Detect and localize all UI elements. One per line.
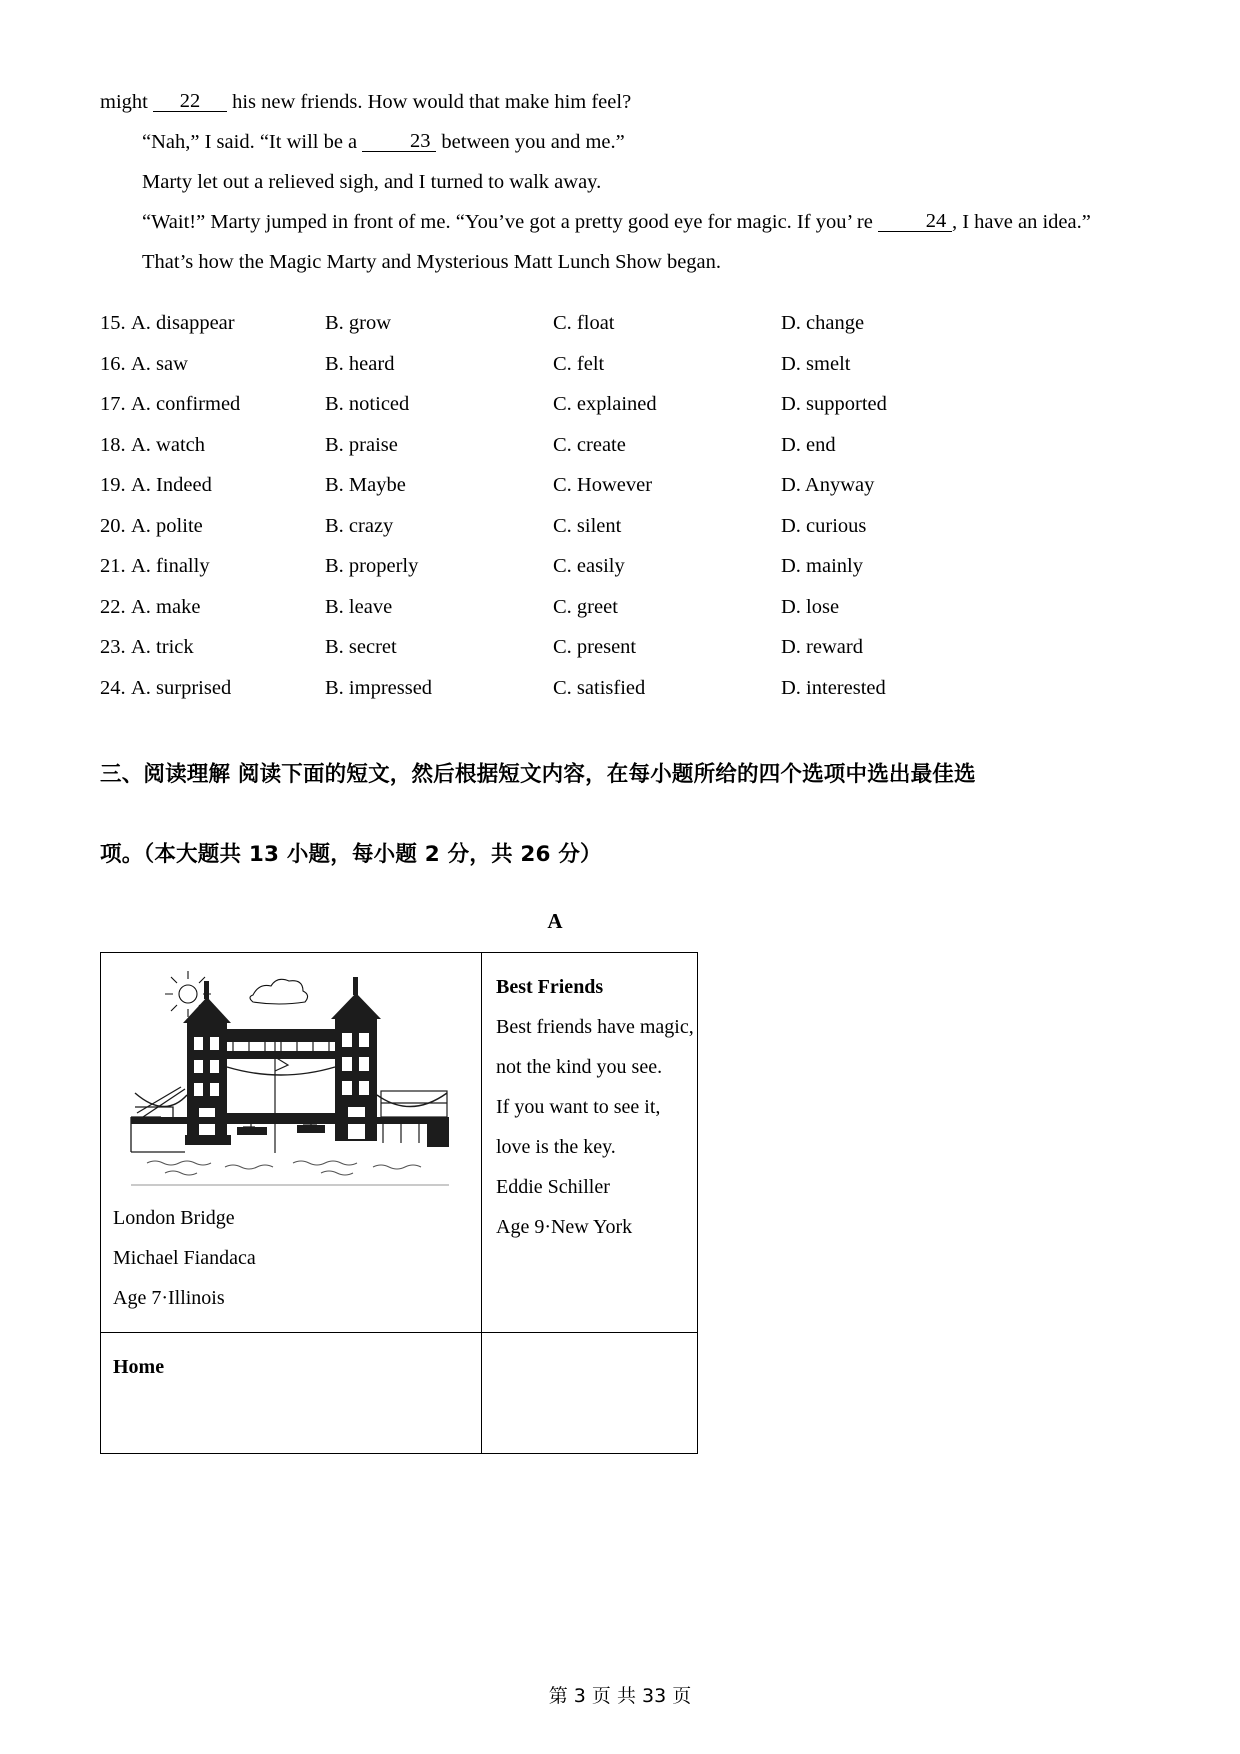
- cloze-blank-24[interactable]: 24: [878, 211, 952, 232]
- right-card-poem: [496, 1007, 694, 1167]
- left-card-author: Michael Fiandaca: [113, 1247, 256, 1269]
- left-card-caption: [113, 1192, 469, 1318]
- section-heading-line2: 项。（本大题共 13 小题，每小题 2 分，共 26 分）: [100, 842, 602, 867]
- option-b[interactable]: B. properly: [325, 555, 419, 577]
- right-poem-cell: [482, 953, 698, 1333]
- right-card-age-place: Age 9·New York: [496, 1216, 633, 1238]
- option-a[interactable]: A. confirmed: [131, 393, 241, 415]
- passage-label-a: A: [547, 909, 563, 933]
- option-d[interactable]: D. supported: [781, 393, 887, 415]
- question-number: 21.: [100, 555, 126, 577]
- option-d[interactable]: D. smelt: [781, 352, 851, 375]
- left-card-title: London Bridge: [113, 1207, 235, 1229]
- option-c[interactable]: C. However: [553, 474, 653, 496]
- page-number-text: 第 3 页 共 33 页: [548, 1685, 692, 1707]
- cloze-blank-23[interactable]: 23: [362, 131, 436, 152]
- poem-line: not the kind you see.: [496, 1056, 663, 1078]
- option-c[interactable]: C. float: [553, 312, 615, 334]
- question-row: [100, 506, 1110, 547]
- question-row: [100, 546, 1110, 587]
- poem-card-table: [100, 952, 698, 1454]
- question-row: [100, 465, 1110, 506]
- option-a[interactable]: A. saw: [131, 352, 188, 375]
- question-row: [100, 344, 1110, 385]
- option-a[interactable]: A. polite: [131, 514, 203, 537]
- home-label: Home: [113, 1356, 165, 1378]
- option-b[interactable]: B. praise: [325, 433, 398, 456]
- question-row: [100, 425, 1110, 466]
- question-number: 19.: [100, 474, 126, 496]
- left-artwork-cell: [101, 953, 482, 1333]
- poem-line: love is the key.: [496, 1136, 616, 1158]
- question-row: [100, 384, 1110, 425]
- question-number: 17.: [100, 393, 126, 415]
- option-b[interactable]: B. heard: [325, 352, 395, 375]
- empty-cell: [482, 1333, 698, 1454]
- option-d[interactable]: D. end: [781, 433, 836, 456]
- page-content: [100, 82, 1110, 1454]
- option-a[interactable]: A. surprised: [131, 676, 232, 699]
- question-row: [100, 303, 1110, 344]
- option-a[interactable]: A. make: [131, 595, 201, 618]
- question-number: 16.: [100, 352, 126, 375]
- cloze-paragraph: “Wait!” Marty jumped in front of me. “You’ve got a pretty good eye for magic. If you’ re 24 , I have an idea.”: [142, 210, 1091, 233]
- option-a[interactable]: A. finally: [131, 555, 210, 577]
- cloze-paragraph: “Nah,” I said. “It will be a 23 between you and me.”: [142, 130, 625, 153]
- option-c[interactable]: C. silent: [553, 514, 622, 537]
- question-number: 24.: [100, 676, 126, 699]
- london-bridge-sketch: [125, 967, 455, 1192]
- right-card-title: Best Friends: [496, 976, 604, 998]
- left-card-age-place: Age 7·Illinois: [113, 1287, 225, 1309]
- question-number: 23.: [100, 636, 126, 658]
- poem-line: Best friends have magic,: [496, 1016, 694, 1038]
- page-footer: [0, 1681, 1240, 1708]
- option-b[interactable]: B. noticed: [325, 393, 410, 415]
- section-heading-line1: 三、阅读理解 阅读下面的短文，然后根据短文内容，在每小题所给的四个选项中选出最佳选: [100, 762, 976, 787]
- cloze-passage: [100, 82, 1110, 282]
- option-b[interactable]: B. grow: [325, 312, 392, 334]
- option-b[interactable]: B. leave: [325, 595, 393, 618]
- option-a[interactable]: A. watch: [131, 433, 206, 456]
- question-row: [100, 668, 1110, 709]
- section-heading: [100, 735, 1110, 895]
- option-d[interactable]: D. change: [781, 312, 865, 334]
- table-row: [101, 953, 698, 1333]
- option-a[interactable]: A. disappear: [131, 312, 235, 334]
- option-c[interactable]: C. easily: [553, 555, 625, 577]
- option-b[interactable]: B. secret: [325, 636, 397, 658]
- cloze-paragraph: That’s how the Magic Marty and Mysterious Matt Lunch Show began.: [142, 251, 722, 273]
- cloze-blank-22[interactable]: 22: [153, 91, 227, 112]
- option-c[interactable]: C. explained: [553, 393, 657, 415]
- option-b[interactable]: B. Maybe: [325, 474, 406, 496]
- option-b[interactable]: B. impressed: [325, 676, 433, 699]
- question-number: 22.: [100, 595, 126, 618]
- cloze-paragraph: Marty let out a relieved sigh, and I turned to walk away.: [142, 171, 602, 193]
- option-b[interactable]: B. crazy: [325, 514, 394, 537]
- option-d[interactable]: D. reward: [781, 636, 863, 658]
- poem-line: If you want to see it,: [496, 1096, 661, 1118]
- option-c[interactable]: C. felt: [553, 352, 605, 375]
- option-d[interactable]: D. mainly: [781, 555, 863, 577]
- cloze-paragraph: might 22 his new friends. How would that make him feel?: [100, 90, 632, 113]
- question-number: 15.: [100, 312, 126, 334]
- option-c[interactable]: C. satisfied: [553, 676, 646, 699]
- option-c[interactable]: C. create: [553, 433, 626, 456]
- option-c[interactable]: C. present: [553, 636, 637, 658]
- table-row: [101, 1333, 698, 1454]
- option-a[interactable]: A. Indeed: [131, 474, 212, 496]
- cloze-options-list: [100, 303, 1110, 708]
- question-number: 18.: [100, 433, 126, 456]
- option-d[interactable]: D. Anyway: [781, 474, 875, 496]
- option-c[interactable]: C. greet: [553, 595, 618, 618]
- question-number: 20.: [100, 514, 126, 537]
- home-label-cell: [101, 1333, 482, 1454]
- right-card-author: Eddie Schiller: [496, 1176, 610, 1198]
- question-row: [100, 627, 1110, 668]
- option-d[interactable]: D. curious: [781, 514, 867, 537]
- option-d[interactable]: D. interested: [781, 676, 886, 699]
- option-d[interactable]: D. lose: [781, 595, 840, 618]
- option-a[interactable]: A. trick: [131, 636, 194, 658]
- question-row: [100, 587, 1110, 628]
